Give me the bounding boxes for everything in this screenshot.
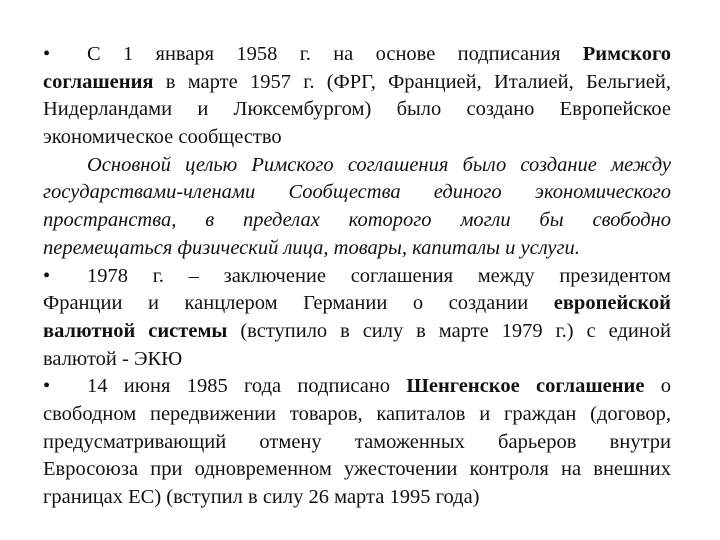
- text-line: Основной целью Римского соглашения было создание между: [87, 153, 671, 176]
- text-run: о: [644, 375, 671, 398]
- text-line: [43, 41, 671, 69]
- bold-term: Римского: [582, 43, 671, 65]
- paragraph-ems: [43, 263, 671, 374]
- text-line: границах ЕС) (вступил в силу 26 марта 1995 года): [43, 486, 480, 508]
- bullet-icon: •: [43, 264, 51, 287]
- text-line: [43, 290, 671, 318]
- text-line: свободном передвижении товаров, капиталов и граждан (договор,: [43, 402, 671, 425]
- paragraph-schengen: [43, 373, 671, 511]
- bold-term: валютной системы: [43, 319, 228, 342]
- paragraph-rome-goal: [43, 152, 671, 263]
- paragraph-rome-treaty: [43, 41, 671, 152]
- bullet-icon: •: [43, 43, 51, 65]
- text-run: 14 июня 1985 года подписано: [87, 375, 407, 398]
- text-line: [43, 69, 671, 97]
- text-line: Нидерландами и Люксембургом) было создано Европейское: [43, 98, 671, 121]
- text-run: 1978 г. – заключение соглашения между президентом: [87, 264, 671, 287]
- text-line: [43, 318, 671, 346]
- text-line: [43, 373, 671, 401]
- text-run: (вступило в силу в марте 1979 г.) с единой: [227, 319, 671, 342]
- text-line: предусматривающий отмену таможенных барьеров внутри: [43, 430, 671, 453]
- text-line: Евросоюза при одновременном ужесточении контроля на внешних: [43, 458, 671, 481]
- text-line: валютой - ЭКЮ: [43, 347, 183, 370]
- text-line: [43, 263, 671, 291]
- text-run: в марте 1957 г. (ФРГ, Францией, Италией, Бельгией,: [153, 70, 671, 93]
- text-line: пространства, в пределах которого могли бы свободно: [43, 209, 671, 232]
- bold-term: Шенгенское соглашение: [406, 375, 645, 398]
- slide-content: [43, 41, 671, 512]
- text-run: С 1 января 1958 г. на основе подписания: [87, 43, 583, 65]
- text-run: Франции и канцлером Германии о создании: [43, 292, 554, 315]
- text-line: перемещаться физический лица, товары, капиталы и услуги.: [43, 236, 580, 259]
- bullet-icon: •: [43, 375, 51, 398]
- bold-term: соглашения: [43, 70, 154, 93]
- text-line: государствами-членами Сообщества единого экономического: [43, 181, 671, 204]
- bold-term: европейской: [553, 292, 671, 315]
- text-line: экономическое сообщество: [43, 126, 282, 149]
